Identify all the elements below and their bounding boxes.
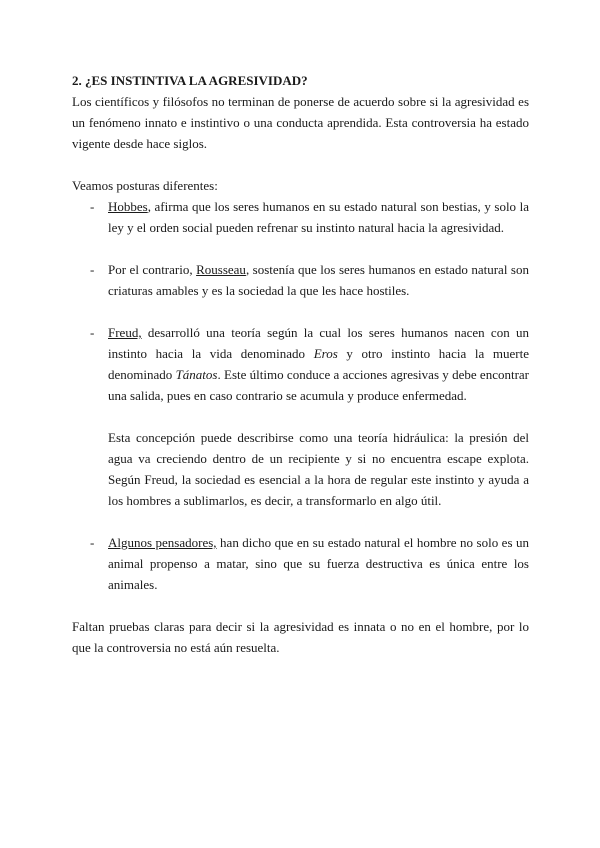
subheading: Veamos posturas diferentes: [72,178,218,193]
list-item-hobbes [72,196,529,238]
author-freud: Freud, [108,325,142,340]
others-text: han dicho que en su estado natural el hombre no solo es un animal propenso a matar, sino que su fuerza destructiva es única entre los animales. [108,535,529,592]
list-dash: - [90,325,95,340]
author-rousseau: Rousseau [196,262,246,277]
freud-text-a: desarrolló una teoría según la cual los seres humanos nacen con un instinto hacia la vida denominado [108,325,529,361]
list-item-otros [72,532,529,595]
list-dash: - [90,199,95,214]
freud-text-c: . Este último conduce a acciones agresivas y debe encontrar una salida, pues en caso contrario se acumula y produce enfermedad. [108,367,529,403]
list-item-freud [72,322,529,406]
freud-extra-paragraph: Esta concepción puede describirse como una teoría hidráulica: la presión del agua va creciendo dentro de un recipiente y si no encuentra escape explota. Según Freud, la sociedad es esencial a la hora de regular este instinto y ayuda a los hombres a sublimarlos, es decir, a transformarlo en algo útil. [108,430,529,508]
positions-list [72,196,529,406]
spacer [72,238,529,259]
intro-paragraph: Los científicos y filósofos no terminan de ponerse de acuerdo sobre si la agresividad es un fenómeno innato e instintivo o una conducta aprendida. Esta controversia ha estado vigente desde hace siglos. [72,94,529,151]
hobbes-text: , afirma que los seres humanos en su estado natural son bestias, y solo la ley y el orden social pueden refrenar su instinto natural hacia la agresividad. [108,199,529,235]
author-others: Algunos pensadores, [108,535,217,550]
section-title: 2. ¿ES INSTINTIVA LA AGRESIVIDAD? [72,73,308,88]
list-dash: - [90,535,95,550]
positions-list-continued [72,511,529,595]
list-dash: - [90,262,95,277]
conclusion-paragraph: Faltan pruebas claras para decir si la agresividad es innata o no en el hombre, por lo que la controversia no está aún resuelta. [72,619,529,655]
author-hobbes: Hobbes [108,199,148,214]
term-eros: Eros [313,346,338,361]
spacer [72,301,529,322]
rousseau-text: , sostenía que los seres humanos en estado natural son criaturas amables y es la sociedad la que les hace hostiles. [108,262,529,298]
list-item-rousseau [72,259,529,301]
rousseau-prefix: Por el contrario, [108,262,197,277]
freud-text-b: y otro instinto hacia la muerte denominado [108,346,529,382]
spacer [72,511,529,532]
term-tanatos: Tánatos [175,367,218,382]
